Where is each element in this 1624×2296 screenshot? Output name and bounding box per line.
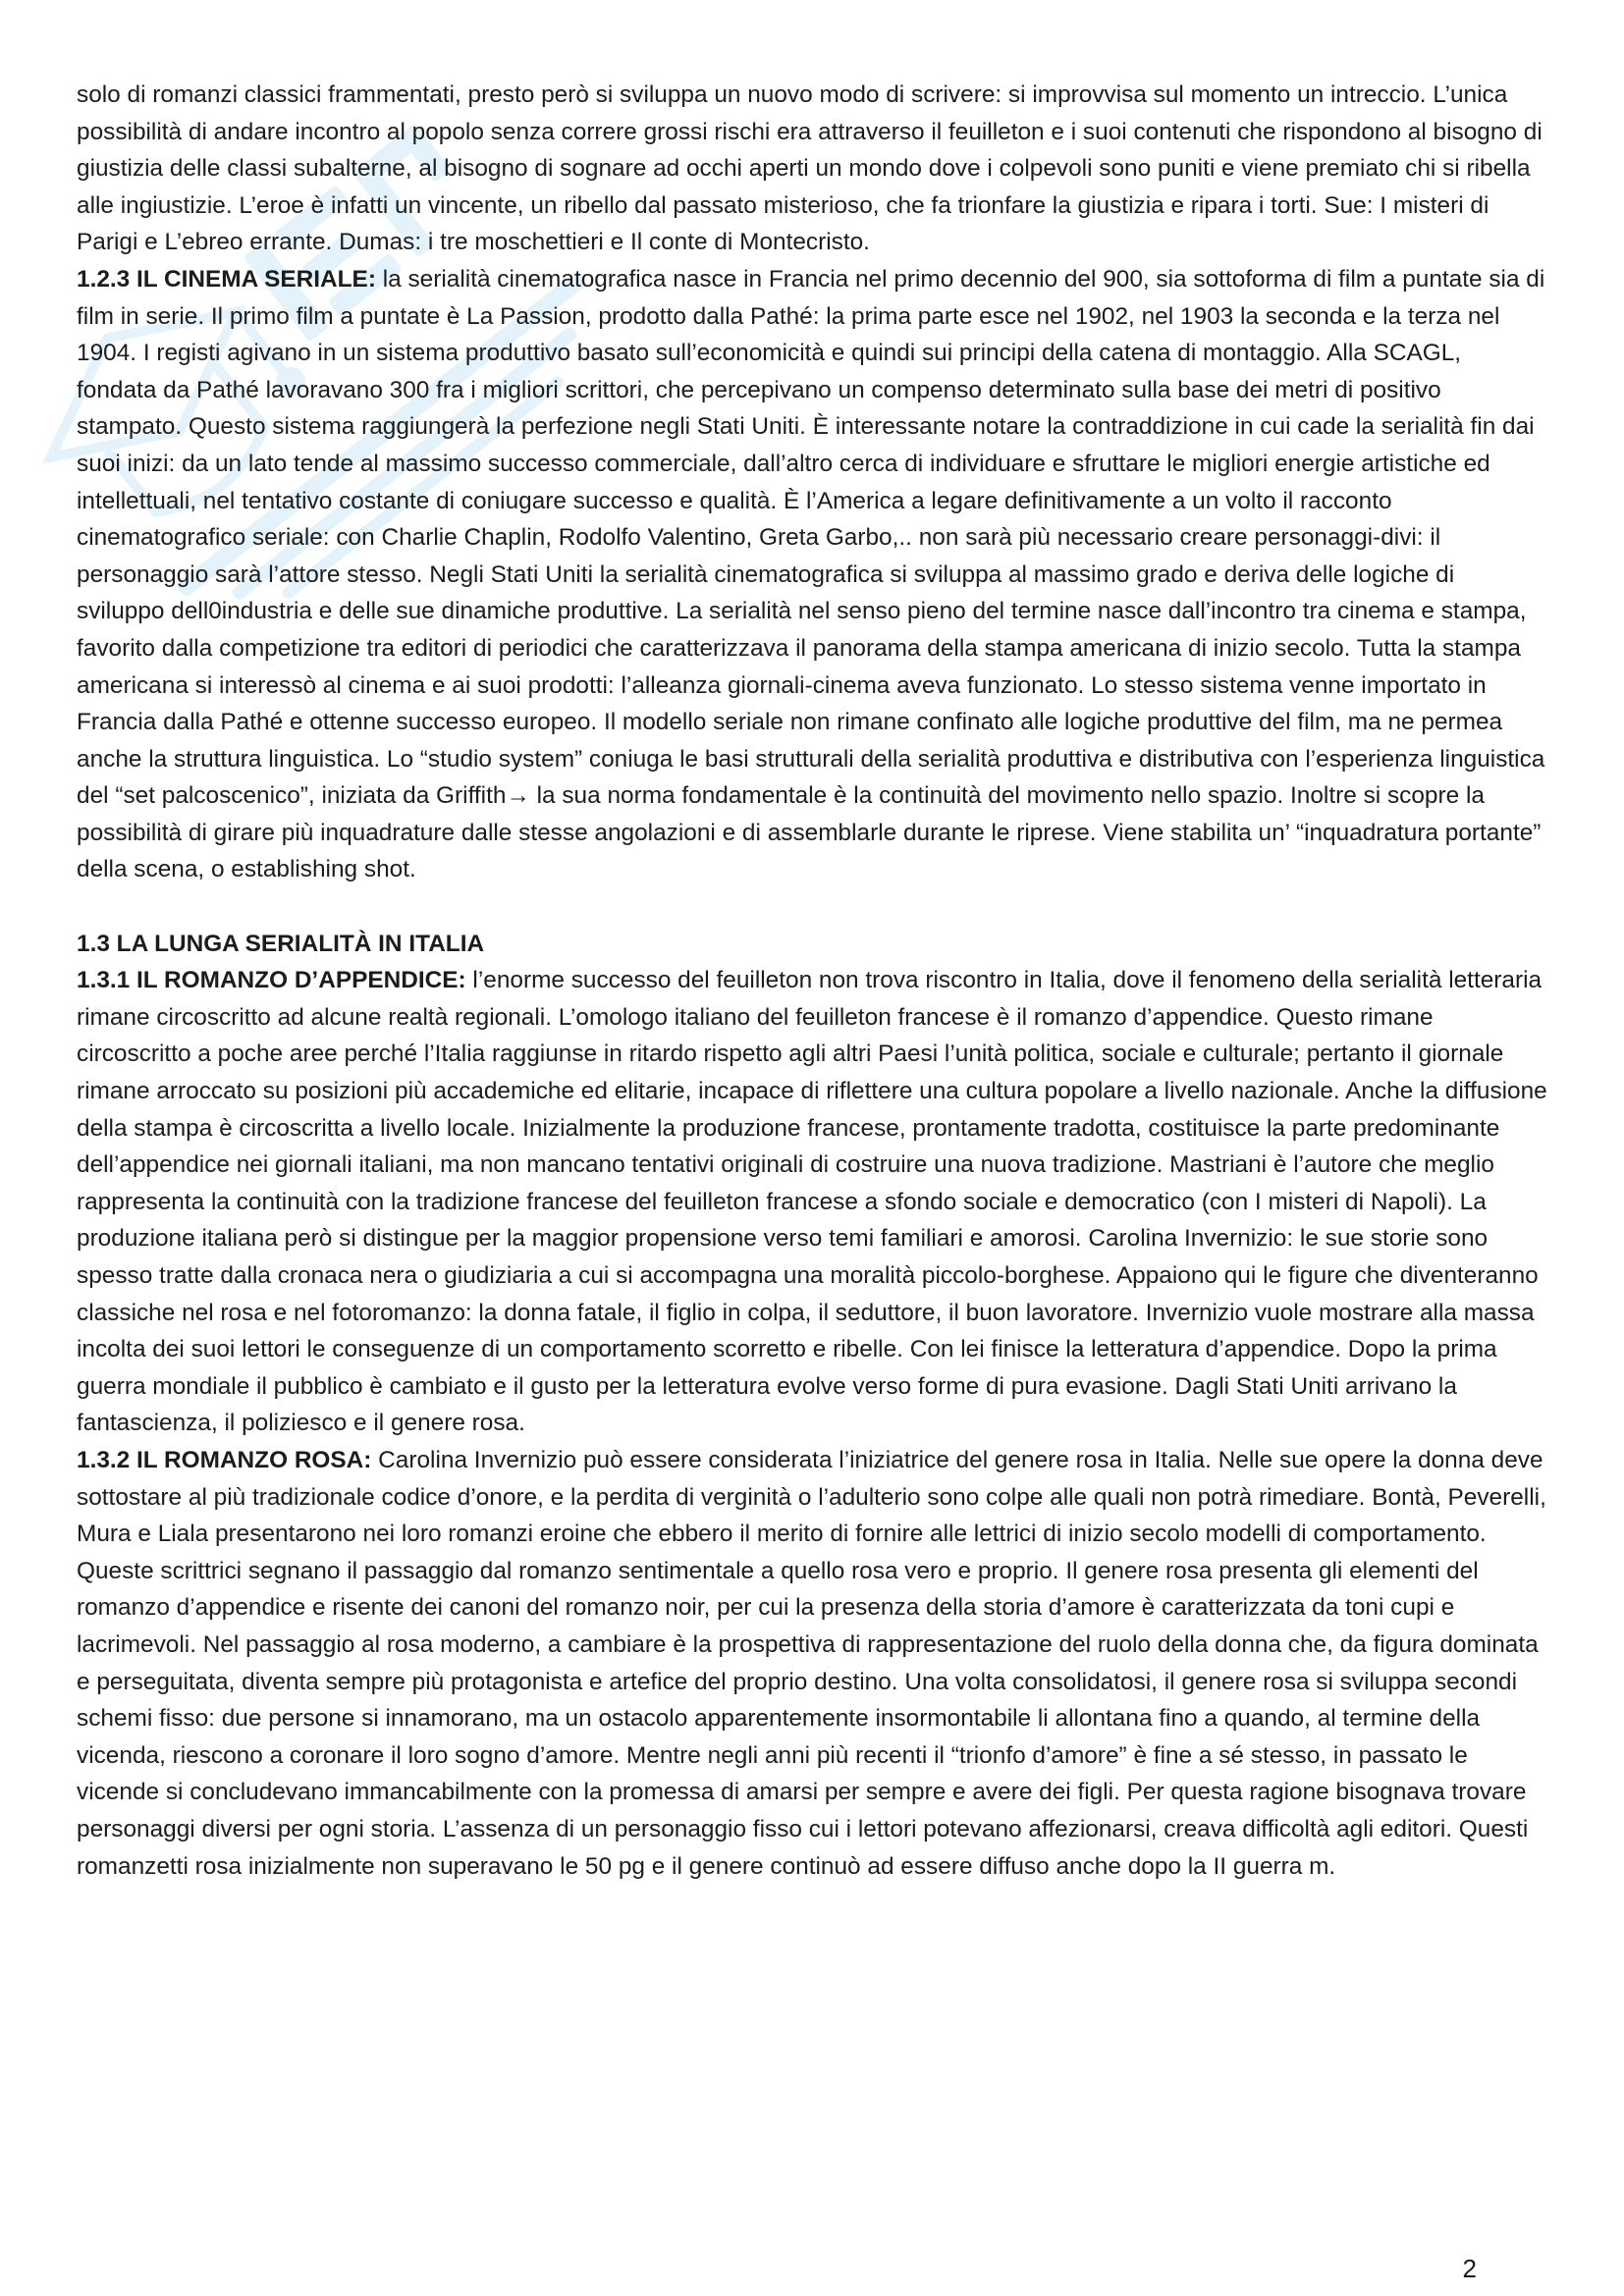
document-page [77, 77, 1547, 1885]
section-heading-1-2-3: 1.2.3 IL CINEMA SERIALE: [77, 265, 376, 293]
section-text-1-3-1: l’enorme successo del feuilleton non trova riscontro in Italia, dove il fenomeno della serialità letteraria rimane circoscritto ad alcune realtà regionali. L’omologo italiano del feuilleton francese è il romanzo d’appendice. Questo rimane circoscritto a poche aree perché l’Italia raggiunse in ritardo rispetto agli altri Paesi l’unità politica, sociale e culturale; pertanto il giornale rimane arroccato su posizioni più accademiche ed elitarie, incapace di riflettere una cultura popolare a livello nazionale. Anche la diffusione della stampa è circoscritta a livello locale. Inizialmente la produzione francese, prontamente tradotta, costituisce la parte predominante dell’appendice nei giornali italiani, ma non mancano tentativi originali di costruire una nuova tradizione. Mastriani è l’autore che meglio rappresenta la continuità con la tradizione francese del feuilleton francese a sfondo sociale e democratico (con I misteri di Napoli). La produzione italiana però si distingue per la maggior propensione verso temi familiari e amorosi. Carolina Invernizio: le sue storie sono spesso tratte dalla cronaca nera o giudiziaria a cui si accompagna una moralità piccolo-borghese. Appaiono qui le figure che diventeranno classiche nel rosa e nel fotoromanzo: la donna fatale, il figlio in colpa, il seduttore, il buon lavoratore. Invernizio vuole mostrare alla massa incolta dei suoi lettori le conseguenze di un comportamento scorretto e ribelle. Con lei finisce la letteratura d’appendice. Dopo la prima guerra mondiale il pubblico è cambiato e il gusto per la letteratura evolve verso forme di pura evasione. Dagli Stati Uniti arrivano la fantascienza, il poliziesco e il genere rosa. [77, 967, 1547, 1437]
paragraph-gap [77, 888, 1547, 926]
section-text-1-2-3-part1: la serialità cinematografica nasce in Francia nel primo decennio del 900, sia sottoforma di film a puntate sia di film in serie. Il primo film a puntate è La Passion, prodotto dalla Pathé: la prima parte esce nel 1902, nel 1903 la seconda e la terza nel 1904. I registi agivano in un sistema produttivo basato sull’economicità e quindi sui principi della catena di montaggio. Alla SCAGL, fondata da Pathé lavoravano 300 fra i migliori scrittori, che percepivano un compenso determinato sulla base dei metri di positivo stampato. Questo sistema raggiungerà la perfezione negli Stati Uniti. È interessante notare la contraddizione in cui cade la serialità fin dai suoi inizi: da un lato tende al massimo successo commerciale, dall’altro cerca di individuare e sfruttare le migliori energie artistiche ed intellettuali, nel tentativo costante di coniugare successo e qualità. È l’America a legare definitivamente a un volto il racconto cinematografico seriale: con Charlie Chaplin, Rodolfo Valentino, Greta Garbo,.. non sarà più necessario creare personaggi-divi: il personaggio sarà l’attore stesso. Negli Stati Uniti la serialità cinematografica si sviluppa al massimo grado e deriva delle logiche di sviluppo dell0industria e delle sue dinamiche produttive. La serialità nel senso pieno del termine nasce dall’incontro tra cinema e stampa, favorito dalla competizione tra editori di periodici che caratterizzava il panorama della stampa americana di inizio secolo. Tutta la stampa americana si interessò al cinema e ai suoi prodotti: l’alleanza giornali-cinema aveva funzionato. Lo stesso sistema venne importato in Francia dalla Pathé e ottenne successo europeo. Il modello seriale non rimane confinato alle logiche produttive del film, ma ne permea anche la struttura linguistica. Lo “studio system” coniuga le basi strutturali della serialità produttiva e distributiva con l’esperienza linguistica del “set palcoscenico”, iniziata da Griffith [77, 265, 1545, 810]
section-heading-1-3-text: 1.3 LA LUNGA SERIALITÀ IN ITALIA [77, 930, 485, 957]
section-heading-1-3-1: 1.3.1 IL ROMANZO D’APPENDICE: [77, 967, 466, 994]
section-romanzo-appendice [77, 962, 1547, 1442]
section-text-1-3-2: Carolina Invernizio può essere considerata l’iniziatrice del genere rosa in Italia. Nelle sue opere la donna deve sottostare al più tradizionale codice d’onore, e la perdita di verginità o l’adulterio sono colpe alle quali non potrà rimediare. Bontà, Peverelli, Mura e Liala presentarono nei loro romanzi eroine che ebbero il merito di fornire alle lettrici di inizio secolo modelli di comportamento. Queste scrittrici segnano il passaggio dal romanzo sentimentale a quello rosa vero e proprio. Il genere rosa presenta gli elementi del romanzo d’appendice e risente dei canoni del romanzo noir, per cui la presenza della storia d’amore è caratterizzata da toni cupi e lacrimevoli. Nel passaggio al rosa moderno, a cambiare è la prospettiva di rappresentazione del ruolo della donna che, da figura dominata e perseguitata, diventa sempre più protagonista e artefice del proprio destino. Una volta consolidatosi, il genere rosa si sviluppa secondi schemi fisso: due persone si innamorano, ma un ostacolo apparentemente insormontabile li allontana fino a quando, al termine della vicenda, riescono a coronare il loro sogno d’amore. Mentre negli anni più recenti il “trionfo d’amore” è fine a sé stesso, in passato le vicende si concludevano immancabilmente con la promessa di amarsi per sempre e avere dei figli. Per questa ragione bisognava trovare personaggi diversi per ogni storia. L’assenza di un personaggio fisso cui i lettori potevano affezionarsi, creava difficoltà agli editori. Questi romanzetti rosa inizialmente non superavano le 50 pg e il genere continuò ad essere diffuso anche dopo la II guerra m. [77, 1446, 1546, 1880]
section-heading-1-3 [77, 926, 1547, 963]
section-cinema-seriale [77, 261, 1547, 888]
section-romanzo-rosa [77, 1442, 1547, 1885]
arrow-icon: → [506, 782, 530, 810]
page-number: 2 [1462, 2254, 1477, 2283]
intro-paragraph: solo di romanzi classici frammentati, presto però si sviluppa un nuovo modo di scrivere: si improvvisa sul momento un intreccio. L’unica possibilità di andare incontro al popolo senza correre grossi rischi era attraverso il feuilleton e i suoi contenuti che rispondono al bisogno di giustizia delle classi subalterne, al bisogno di sognare ad occhi aperti un mondo dove i colpevoli sono puniti e viene premiato chi si ribella alle ingiustizie. L’eroe è infatti un vincente, un ribello dal passato misterioso, che fa trionfare la giustizia e ripara i torti. Sue: I misteri di Parigi e L’ebreo errante. Dumas: i tre moschettieri e Il conte di Montecristo. [77, 81, 1543, 256]
section-text-1-2-3-part2: la sua norma fondamentale è la continuità del movimento nello spazio. Inoltre si scopre la possibilità di girare più inquadrature dalle stesse angolazioni e di assemblarle durante le riprese. Viene stabilita un’ “inquadratura portante” della scena, o establishing shot. [77, 782, 1542, 883]
section-heading-1-3-2: 1.3.2 IL ROMANZO ROSA: [77, 1446, 372, 1473]
